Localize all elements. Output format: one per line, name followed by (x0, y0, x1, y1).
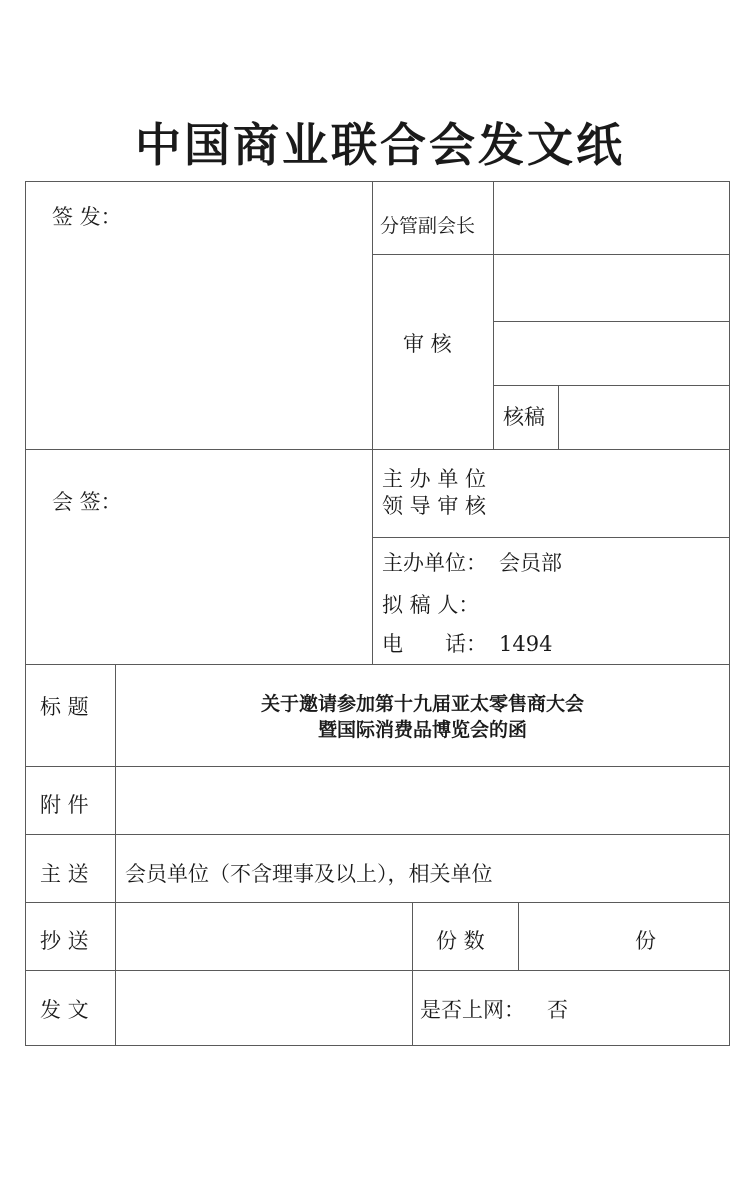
main-recipient-label: 主 送 (40, 862, 89, 886)
phone-value: 1494 (499, 632, 553, 656)
subject-line1: 关于邀请参加第十九届亚太零售商大会 (260, 693, 584, 715)
host-leader-review-line1: 主 办 单 位 (382, 467, 487, 491)
countersign-area[interactable] (26, 450, 372, 664)
host-unit-value: 会员部 (499, 551, 562, 575)
attachment-field[interactable] (116, 767, 729, 834)
copy-to-field[interactable] (116, 903, 412, 970)
copy-to-label: 抄 送 (40, 929, 89, 953)
document-title: 中国商业联合会发文纸 (135, 118, 625, 172)
subject-line2: 暨国际消费品博览会的函 (317, 719, 527, 741)
countersign-label: 会 签： (52, 490, 122, 514)
online-label: 是否上网： (420, 998, 525, 1022)
phone-label: 电 话： (382, 632, 487, 656)
copies-unit: 份 (635, 929, 656, 953)
review-field-1[interactable] (494, 255, 729, 321)
host-leader-review-line2: 领 导 审 核 (382, 494, 487, 518)
copies-label: 份 数 (436, 929, 485, 953)
dispatch-field[interactable] (116, 971, 412, 1045)
border-right (729, 181, 730, 1046)
divider-host-review (372, 537, 730, 538)
manuscript-check-label: 核稿 (503, 405, 545, 429)
sign-off-area[interactable] (26, 182, 372, 449)
vice-president-field[interactable] (494, 182, 729, 254)
divider-copy-dispatch (412, 902, 413, 1046)
dispatch-label: 发 文 (40, 998, 89, 1022)
divider-subject-top (25, 664, 730, 665)
host-unit-label: 主办单位： (382, 551, 487, 575)
divider-attachment-bottom (25, 834, 730, 835)
vice-president-label: 分管副会长 (380, 215, 476, 237)
copies-field[interactable] (519, 903, 729, 970)
online-value: 否 (547, 998, 568, 1022)
manuscript-check-field[interactable] (559, 386, 729, 449)
border-bottom (25, 1045, 730, 1046)
main-recipient-value: 会员单位（不含理事及以上），相关单位 (125, 862, 493, 886)
drafter-label: 拟 稿 人： (382, 593, 480, 617)
attachment-label: 附 件 (40, 793, 89, 817)
sign-off-label: 签 发： (52, 205, 122, 229)
review-field-2[interactable] (494, 322, 729, 385)
review-label: 审 核 (403, 332, 452, 356)
subject-label: 标 题 (40, 695, 89, 719)
dispatch-form (25, 181, 730, 1046)
